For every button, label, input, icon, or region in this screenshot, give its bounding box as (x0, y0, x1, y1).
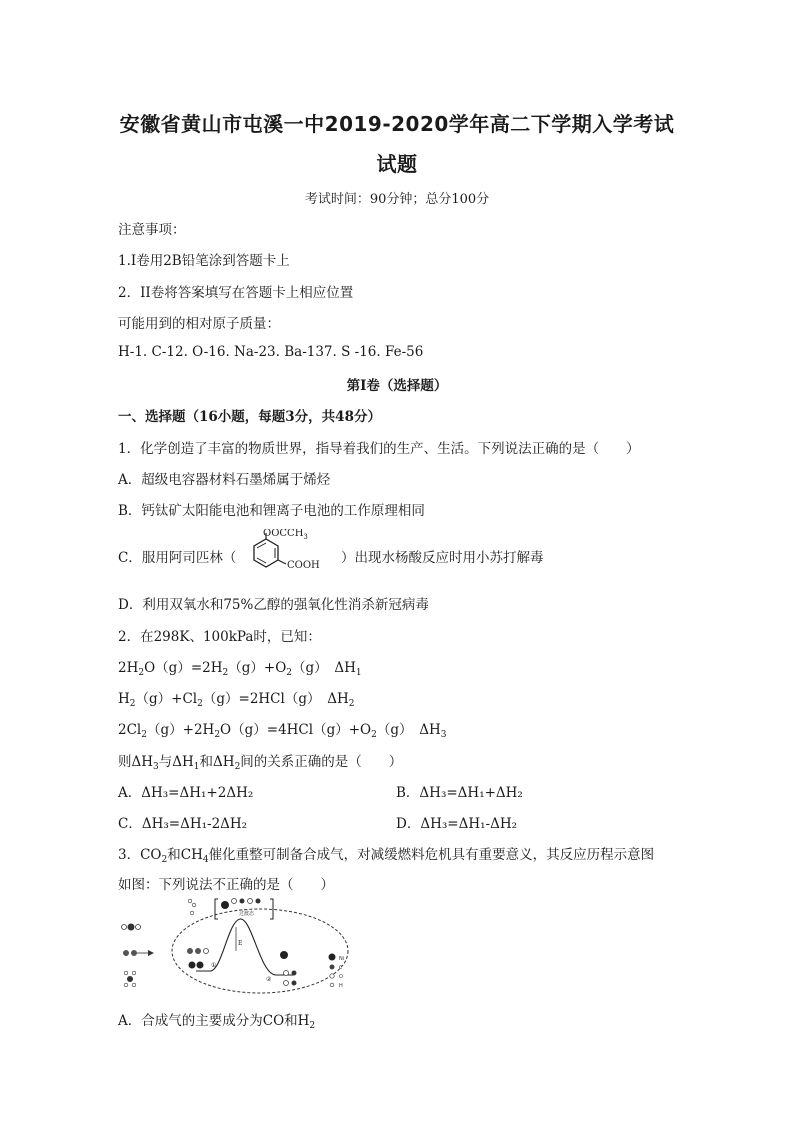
ch4-molecule-lower (124, 971, 136, 987)
h2-molecule-top (188, 899, 196, 915)
q3-stem-line2: 如图：下列说法不正确的是（ ） (118, 877, 334, 893)
transition-state-molecule (221, 899, 261, 910)
q3-stem-line1: 3．$CO_2$和$CH_4$催化重整可制备合成气，对减缓燃料危机具有重要意义，其反应历程示意图 (118, 847, 655, 865)
notes-heading: 注意事项： (118, 222, 186, 238)
atomic-mass-list: H-1. C-12. O-16. Na-23. Ba-137. S -16. Fe-56 (118, 344, 424, 360)
note-item-1: 1.I卷用2B铅笔涂到答题卡上 (118, 253, 290, 269)
aspirin-acid-label: COOH (287, 560, 320, 571)
atomic-mass-heading: 可能用到的相对原子质量： (118, 316, 280, 332)
q2-option-a: A．ΔH₃=ΔH₁+2ΔH₂ (118, 785, 254, 801)
part-title: 一、选择题（16小题，每题3分，共48分） (118, 409, 381, 425)
q1-option-b: B．钙钛矿太阳能电池和锂离子电池的工作原理相同 (118, 503, 425, 519)
q1-option-d: D．利用双氧水和75%乙醇的强氧化性消杀新冠病毒 (118, 597, 429, 613)
legend-h: H (339, 983, 343, 989)
legend-ni: Ni (339, 956, 345, 962)
product-molecules (280, 951, 297, 986)
q2-question: 则$\Delta H_3$与$\Delta H_1$和$\Delta H_2$间的关系正确的是（ ） (118, 754, 403, 772)
step-1-marker: ① (211, 962, 217, 969)
step-2-marker: ② (266, 976, 272, 983)
section-title: 第I卷（选择题） (346, 378, 448, 394)
reaction-mechanism-diagram (118, 893, 358, 997)
q1-option-c-prefix: C．服用阿司匹林（ (118, 550, 237, 566)
activation-energy-label: E (238, 940, 243, 947)
ts-bracket-left (215, 899, 218, 919)
q2-stem: 2．在298K、100kPa时，已知： (118, 629, 321, 645)
aspirin-structure (236, 529, 342, 579)
ch4-molecule-upper (123, 950, 154, 956)
q2-equation-2: $H_2(g)+Cl_2(g)=2HCl(g)$ $\Delta H_2$ (118, 691, 355, 709)
adsorbed-species-1 (187, 948, 209, 969)
q2-option-d: D．ΔH₃=ΔH₁-ΔH₂ (396, 816, 517, 832)
note-item-2: 2．II卷将答案填写在答题卡上相应位置 (118, 285, 354, 301)
q2-option-b: B．ΔH₃=ΔH₁+ΔH₂ (396, 785, 523, 801)
q1-option-c-suffix: ）出现水杨酸反应时用小苏打解毒 (341, 550, 544, 566)
q3-option-a: A．合成气的主要成分为CO和$H_2$ (118, 1013, 316, 1031)
legend-o: O (339, 974, 343, 980)
page-title: 安徽省黄山市屯溪一中2019-2020学年高二下学期入学考试 (119, 112, 675, 136)
page-title-line2: 试题 (376, 152, 418, 176)
q2-equation-3: $2Cl_2(g)+2H_2O(g)=4HCl(g)+O_2(g)$ $\Delta H_3$ (118, 722, 447, 740)
aspirin-ester-label: $OOCCH_3$ (263, 529, 308, 541)
legend-c: C (339, 965, 343, 971)
q2-equation-1: $2H_2O(g)=2H_2(g)+O_2(g)$ $\Delta H_1$ (118, 660, 362, 678)
q1-stem: 1．化学创造了丰富的物质世界，指导着我们的生产、生活。下列说法正确的是（ ） (118, 441, 640, 457)
q2-option-c: C．ΔH₃=ΔH₁-2ΔH₂ (118, 816, 248, 832)
legend (329, 954, 345, 990)
q1-option-a: A．超级电容器材料石墨烯属于烯烃 (118, 472, 331, 488)
transition-state-label: 过渡态 (239, 911, 255, 917)
exam-info: 考试时间：90分钟；总分100分 (304, 192, 490, 207)
co2-molecule (122, 924, 141, 931)
